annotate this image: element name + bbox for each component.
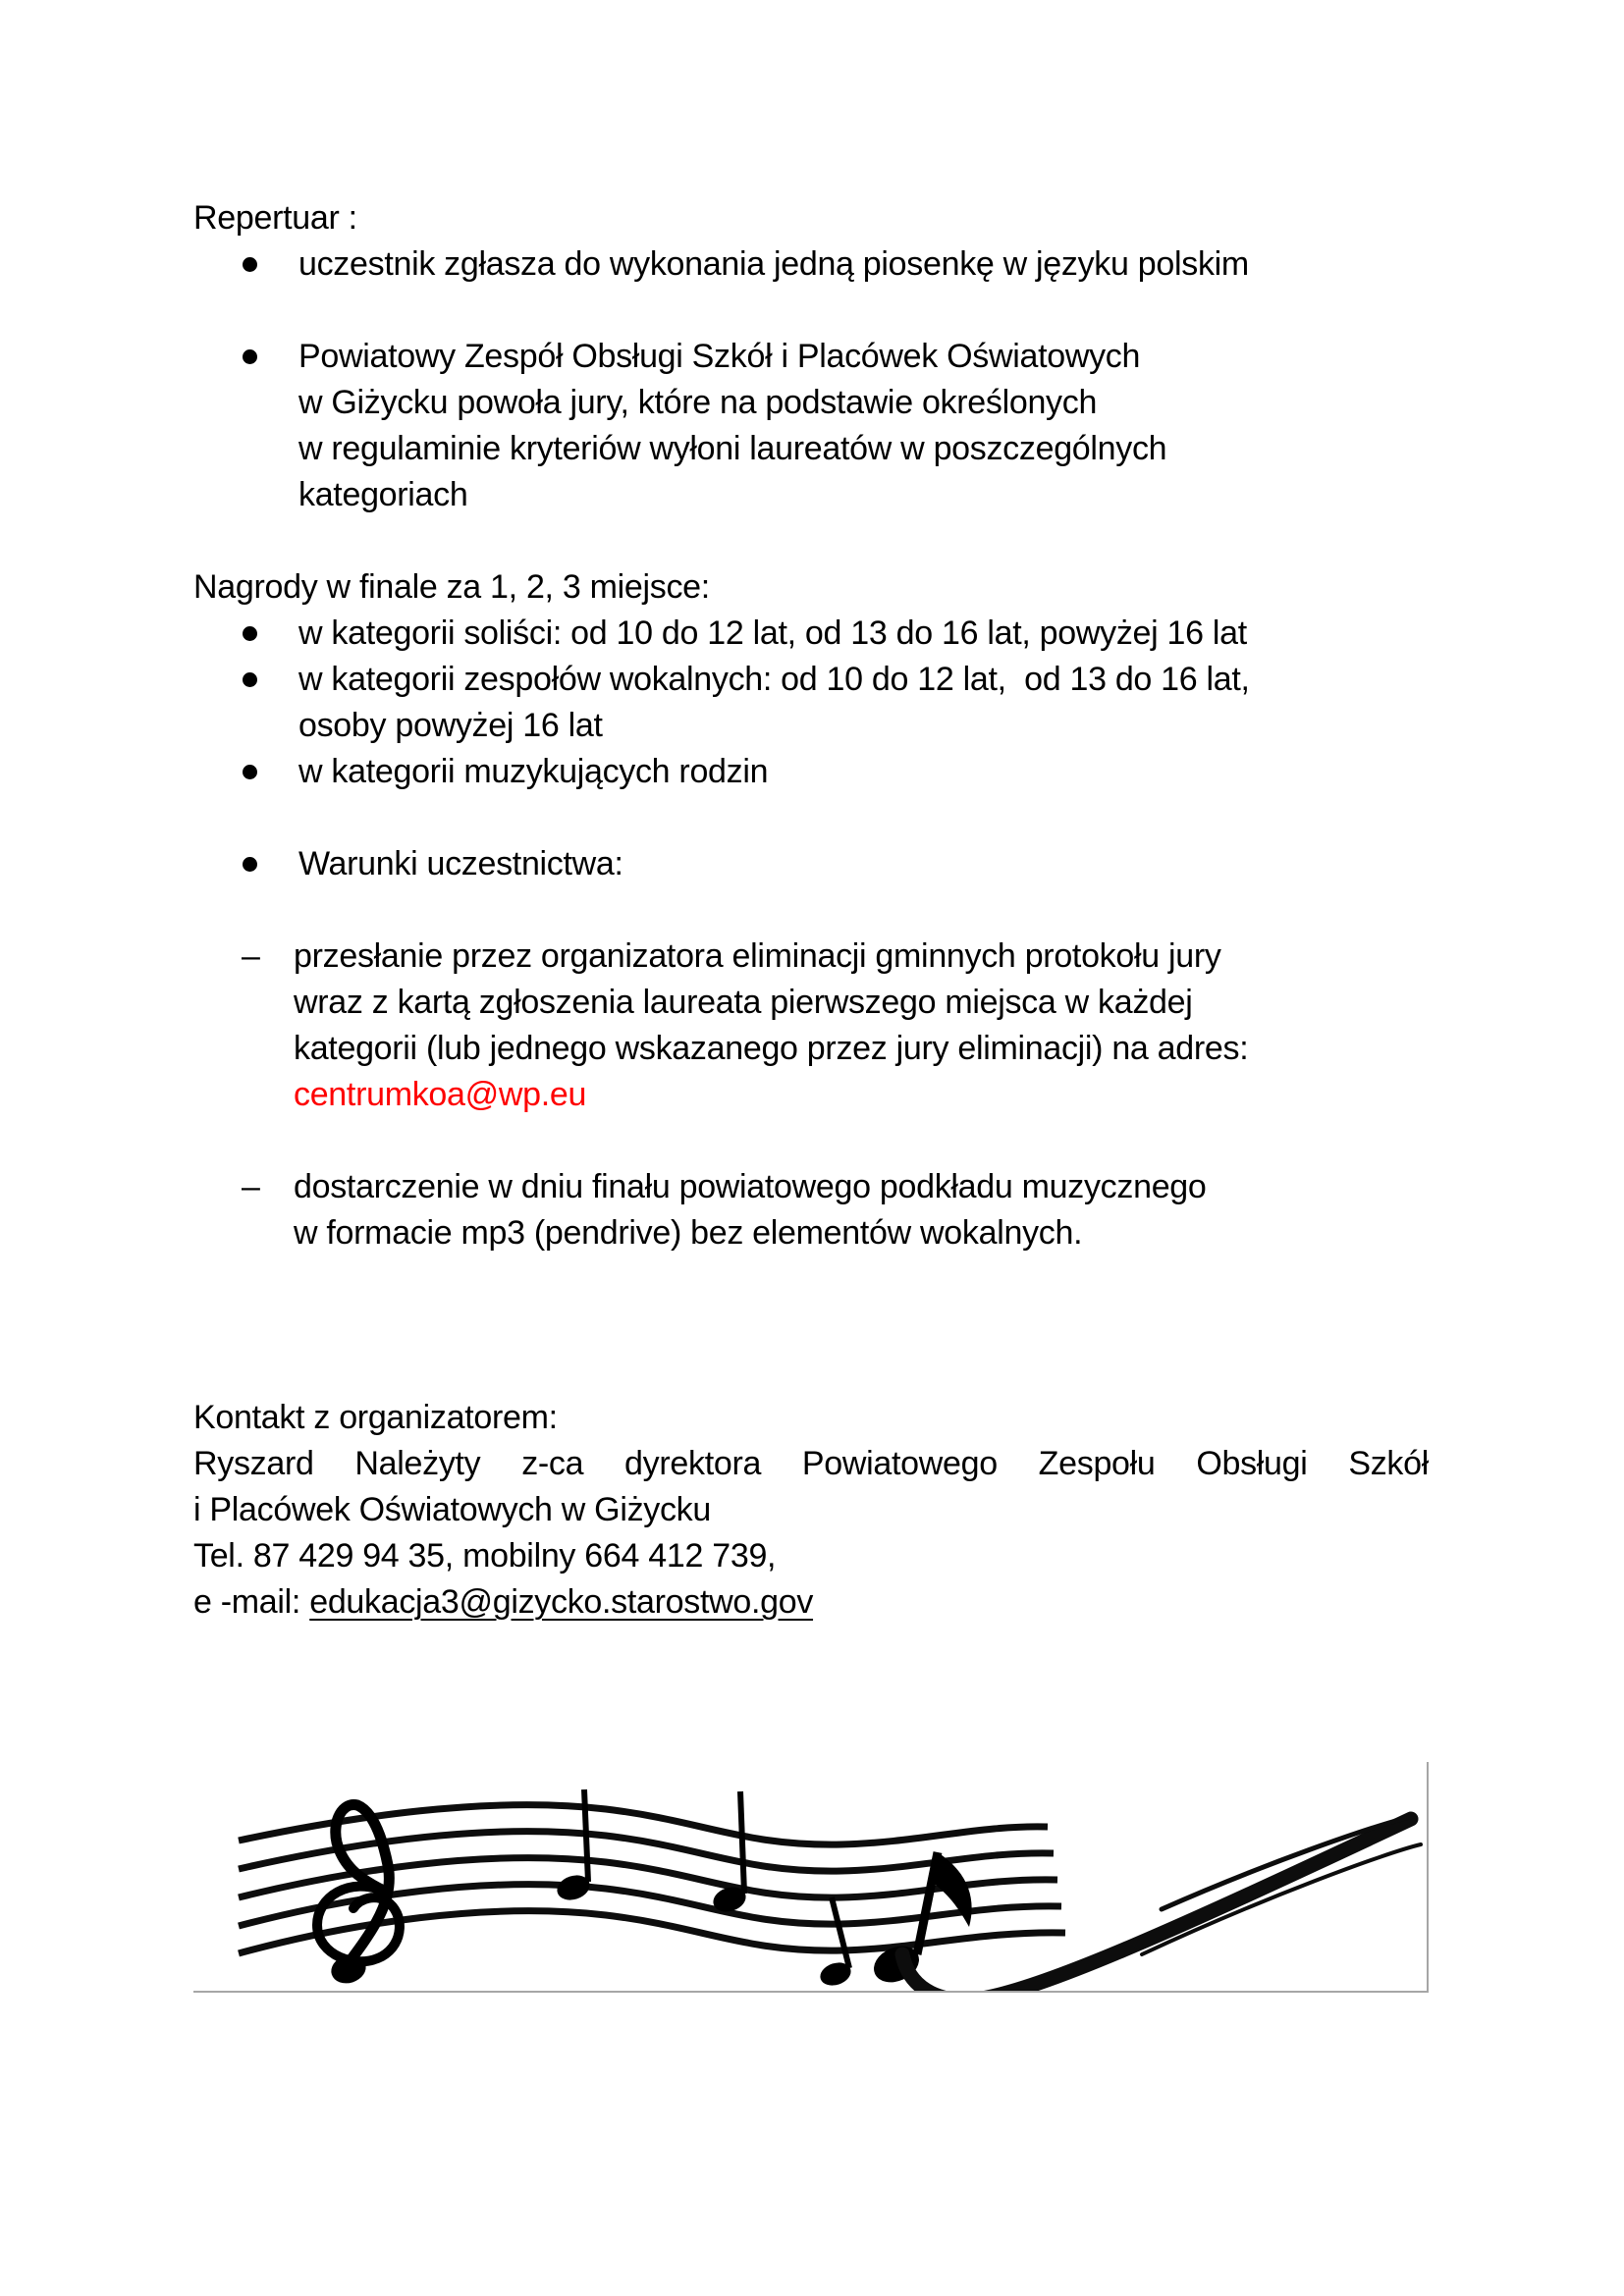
repertoire-bullet-1 <box>193 241 1249 288</box>
contact-line-3-phone <box>193 1533 776 1579</box>
dash-marker: – <box>242 1168 260 1205</box>
condition-1-email-line <box>193 1072 586 1118</box>
list-item-text: w formacie mp3 (pendrive) bez elementów wokalnych. <box>294 1214 1083 1252</box>
contact-line-4-email <box>193 1579 813 1626</box>
condition-1-line-1 <box>193 934 1221 980</box>
treble-clef-icon <box>317 1804 400 1987</box>
email-address-red: centrumkoa@wp.eu <box>294 1076 587 1113</box>
condition-2-line-2 <box>193 1210 1082 1256</box>
list-item-text: wraz z kartą zgłoszenia laureata pierwszego miejsca w każdej <box>294 984 1193 1021</box>
awards-bullet-1 <box>193 611 1247 657</box>
contact-line-2 <box>193 1487 711 1533</box>
awards-bullet-3 <box>193 749 768 795</box>
bullet-icon <box>243 257 257 272</box>
awards-heading <box>193 564 710 611</box>
bullet-icon <box>243 626 257 641</box>
list-item-text: Warunki uczestnictwa: <box>298 845 623 882</box>
list-item-text: w kategorii zespołów wokalnych: od 10 do 12 lat, od 13 do 16 lat, <box>298 661 1250 698</box>
bullet-icon <box>243 672 257 687</box>
list-item-text: przesłanie przez organizatora eliminacji gminnych protokołu jury <box>294 937 1221 975</box>
list-item-text: osoby powyżej 16 lat <box>298 707 603 744</box>
awards-bullet-4-conditions-heading <box>193 841 623 887</box>
repertoire-bullet-2-line-3 <box>193 426 1166 472</box>
email-prefix-text: e -mail: <box>193 1583 310 1621</box>
condition-1-line-2 <box>193 980 1193 1026</box>
repertoire-bullet-2-line-4 <box>193 472 467 518</box>
list-item-text: Powiatowy Zespół Obsługi Szkół i Placówek Oświatowych <box>298 338 1141 375</box>
list-item-text: w kategorii muzykujących rodzin <box>298 753 769 790</box>
awards-bullet-2-line-2 <box>193 703 603 749</box>
bullet-icon <box>243 857 257 872</box>
list-item-text: w regulaminie kryteriów wyłoni laureatów w poszczególnych <box>298 430 1167 467</box>
repertoire-bullet-2-line-2 <box>193 380 1097 426</box>
list-item-text: w kategorii soliści: od 10 do 12 lat, od 13 do 16 lat, powyżej 16 lat <box>298 614 1247 652</box>
contact-text: Ryszard Należyty z-ca dyrektora Powiatowego Zespołu Obsługi Szkół <box>193 1445 1429 1482</box>
repertoire-heading <box>193 195 357 241</box>
contact-heading <box>193 1395 558 1441</box>
email-link[interactable]: edukacja3@gizycko.starostwo.gov <box>309 1583 814 1621</box>
repertoire-bullet-2-line-1 <box>193 334 1140 380</box>
list-item-text: kategorii (lub jednego wskazanego przez jury eliminacji) na adres: <box>294 1030 1249 1067</box>
bullet-icon <box>243 349 257 364</box>
music-notes-graphic <box>193 1762 1427 1991</box>
contact-text: i Placówek Oświatowych w Giżycku <box>193 1491 711 1528</box>
phone-numbers-text: Tel. 87 429 94 35, mobilny 664 412 739, <box>193 1537 777 1575</box>
dash-marker: – <box>242 937 260 975</box>
list-item-text: dostarczenie w dniu finału powiatowego podkładu muzycznego <box>294 1168 1207 1205</box>
condition-2-line-1 <box>193 1164 1207 1210</box>
condition-1-line-3 <box>193 1026 1248 1072</box>
music-clipart-frame <box>193 1762 1429 1993</box>
heading-text: Nagrody w finale za 1, 2, 3 miejsce: <box>193 568 710 606</box>
bullet-icon <box>243 765 257 779</box>
awards-bullet-2-line-1 <box>193 657 1250 703</box>
heading-text: Kontakt z organizatorem: <box>193 1399 558 1436</box>
list-item-text: w Giżycku powoła jury, które na podstawie określonych <box>298 384 1098 421</box>
heading-text: Repertuar : <box>193 199 357 237</box>
list-item-text: uczestnik zgłasza do wykonania jedną piosenkę w języku polskim <box>298 245 1249 283</box>
contact-line-1 <box>193 1441 1429 1487</box>
list-item-text: kategoriach <box>298 476 468 513</box>
staff-swoosh <box>902 1816 1421 1991</box>
